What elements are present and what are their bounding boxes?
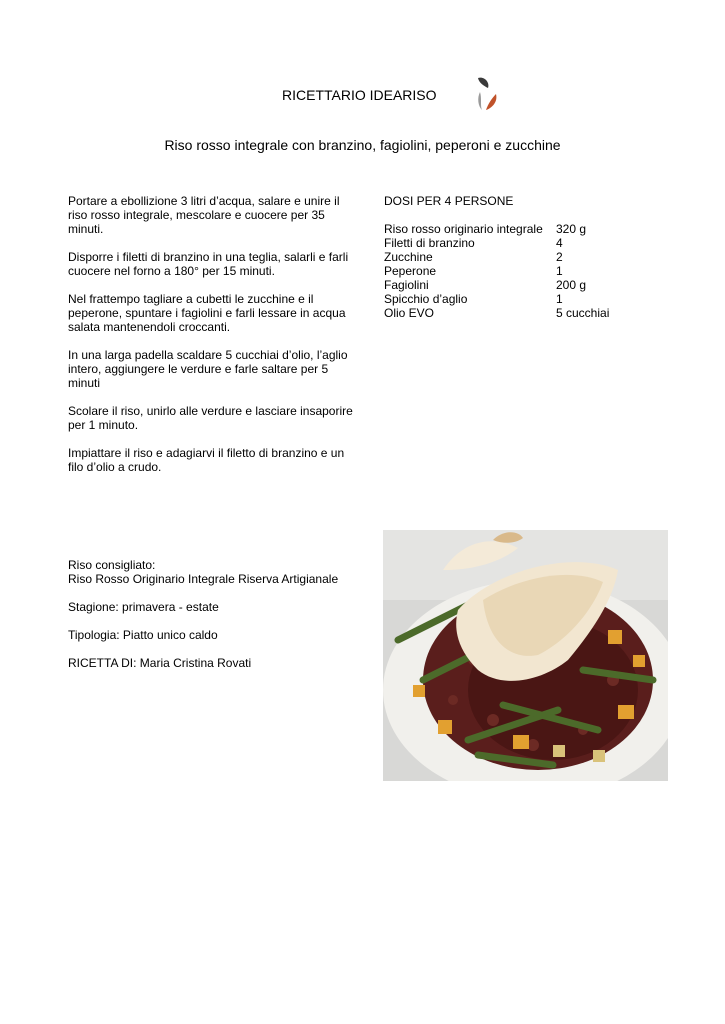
step-4: In una larga padella scaldare 5 cucchiai d’olio, l’aglio intero, aggiungere le verdure e farle saltare per 5 minuti — [68, 348, 348, 390]
ingredient-name: Spicchio d’aglio — [384, 292, 468, 306]
recipe-meta — [68, 558, 358, 684]
step-2: Disporre i filetti di branzino in una teglia, salarli e farli cuocere nel forno a 180° per 15 minuti. — [68, 250, 349, 278]
ingredient-name: Fagiolini — [384, 278, 429, 292]
ingredient-qty: 320 g — [556, 222, 587, 236]
ingredient-name: Riso rosso originario integrale — [384, 222, 543, 236]
ingredient-row — [384, 264, 609, 278]
doses-section — [384, 194, 609, 320]
dish-type: Tipologia: Piatto unico caldo — [68, 628, 218, 642]
recipe-title: Riso rosso integrale con branzino, fagiolini, peperoni e zucchine — [164, 137, 561, 153]
rice-grains-logo-icon — [470, 72, 506, 114]
page-title: RICETTARIO IDEARISO — [282, 87, 437, 103]
ingredient-qty: 200 g — [556, 278, 587, 292]
step-3: Nel frattempo tagliare a cubetti le zucchine e il peperone, spuntare i fagiolini e farli lessare in acqua salata mantenendoli croccanti. — [68, 292, 346, 334]
step-6: Impiattare il riso e adagiarvi il filetto di branzino e un filo d’olio a crudo. — [68, 446, 345, 474]
step-5: Scolare il riso, unirlo alle verdure e lasciare insaporire per 1 minuto. — [68, 404, 353, 432]
ingredient-name: Filetti di branzino — [384, 236, 475, 250]
season: Stagione: primavera - estate — [68, 600, 219, 614]
recipe-author: RICETTA DI: Maria Cristina Rovati — [68, 656, 252, 670]
doses-heading: DOSI PER 4 PERSONE — [384, 194, 514, 208]
ingredient-name: Zucchine — [384, 250, 433, 264]
recommended-rice-value: Riso Rosso Originario Integrale Riserva Artigianale — [68, 572, 339, 586]
recommended-rice-label: Riso consigliato: — [68, 558, 156, 572]
ingredient-name: Peperone — [384, 264, 437, 278]
ingredient-row — [384, 306, 609, 320]
ingredient-row — [384, 222, 609, 236]
ingredient-qty: 2 — [556, 250, 563, 264]
recipe-steps — [68, 194, 353, 488]
ingredient-row — [384, 278, 609, 292]
ingredient-qty: 5 cucchiai — [556, 306, 610, 320]
ingredient-name: Olio EVO — [384, 306, 435, 320]
dish-photo — [383, 530, 668, 781]
ingredient-qty: 1 — [556, 264, 563, 278]
ingredient-qty: 1 — [556, 292, 563, 306]
recommended-rice — [68, 558, 358, 586]
ingredient-row — [384, 250, 609, 264]
ingredient-row — [384, 236, 609, 250]
step-1: Portare a ebollizione 3 litri d’acqua, salare e unire il riso rosso integrale, mescolare e cuocere per 35 minuti. — [68, 194, 340, 236]
ingredient-row — [384, 292, 609, 306]
ingredient-qty: 4 — [556, 236, 563, 250]
